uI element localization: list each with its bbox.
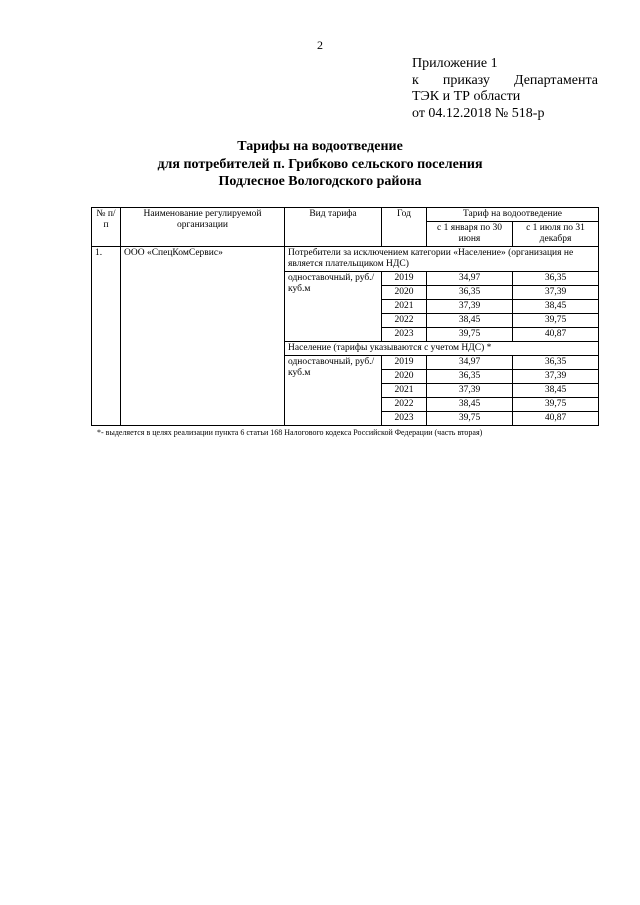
- year-cell: 2023: [382, 328, 427, 342]
- appendix-line-3: ТЭК и ТР области: [412, 89, 521, 104]
- header-tariff: Тариф на водоотведение: [427, 208, 599, 222]
- appendix-block: [412, 56, 598, 122]
- value-h2: 37,39: [513, 286, 599, 300]
- year-cell: 2020: [382, 370, 427, 384]
- year-cell: 2022: [382, 314, 427, 328]
- org-name: ООО «СпецКомСервис»: [121, 247, 285, 426]
- header-type: Вид тарифа: [285, 208, 382, 247]
- title-line-2: для потребителей п. Грибково сельского поселения: [157, 156, 483, 172]
- row-number: 1.: [92, 247, 121, 426]
- value-h2: 36,35: [513, 356, 599, 370]
- page-number: 2: [317, 38, 323, 52]
- footnote: *- выделяется в целях реализации пункта 6 статьи 168 Налогового кодекса Российской Федерации (часть вторая): [97, 428, 483, 437]
- tariff-type: одноставочный, руб./куб.м: [285, 356, 382, 426]
- value-h1: 36,35: [427, 286, 513, 300]
- year-cell: 2021: [382, 384, 427, 398]
- table-header-row-1: [92, 208, 599, 222]
- tariff-type: одноставочный, руб./куб.м: [285, 272, 382, 342]
- value-h1: 37,39: [427, 300, 513, 314]
- group-caption: Потребители за исключением категории «Население» (организация не является плательщиком НДС): [285, 247, 599, 272]
- year-cell: 2019: [382, 356, 427, 370]
- appendix-line-4: от 04.12.2018 № 518-р: [412, 105, 545, 121]
- value-h1: 37,39: [427, 384, 513, 398]
- value-h2: 40,87: [513, 412, 599, 426]
- value-h1: 38,45: [427, 398, 513, 412]
- header-num: № п/п: [92, 208, 121, 247]
- value-h2: 39,75: [513, 314, 599, 328]
- group-caption: Население (тарифы указываются с учетом НДС) *: [285, 342, 599, 356]
- year-cell: 2019: [382, 272, 427, 286]
- value-h1: 39,75: [427, 412, 513, 426]
- header-period-1: с 1 января по 30 июня: [427, 222, 513, 247]
- value-h2: 38,45: [513, 384, 599, 398]
- header-period-2: с 1 июля по 31 декабря: [513, 222, 599, 247]
- title-line-1: Тарифы на водоотведение: [237, 139, 403, 154]
- value-h1: 34,97: [427, 272, 513, 286]
- value-h1: 39,75: [427, 328, 513, 342]
- value-h1: 34,97: [427, 356, 513, 370]
- value-h2: 38,45: [513, 300, 599, 314]
- value-h2: 40,87: [513, 328, 599, 342]
- year-cell: 2020: [382, 286, 427, 300]
- year-cell: 2023: [382, 412, 427, 426]
- value-h1: 36,35: [427, 370, 513, 384]
- header-year: Год: [382, 208, 427, 247]
- document-title: [0, 138, 640, 191]
- year-cell: 2021: [382, 300, 427, 314]
- appendix-line-2: к приказу Департамента: [412, 72, 598, 88]
- year-cell: 2022: [382, 398, 427, 412]
- value-h1: 38,45: [427, 314, 513, 328]
- header-org: Наименование регулируемой организации: [121, 208, 285, 247]
- title-line-3: Подлесное Вологодского района: [218, 174, 422, 189]
- value-h2: 37,39: [513, 370, 599, 384]
- value-h2: 39,75: [513, 398, 599, 412]
- value-h2: 36,35: [513, 272, 599, 286]
- appendix-line-1: Приложение 1: [412, 56, 498, 71]
- table-row: [92, 247, 599, 272]
- tariff-table: [91, 207, 599, 426]
